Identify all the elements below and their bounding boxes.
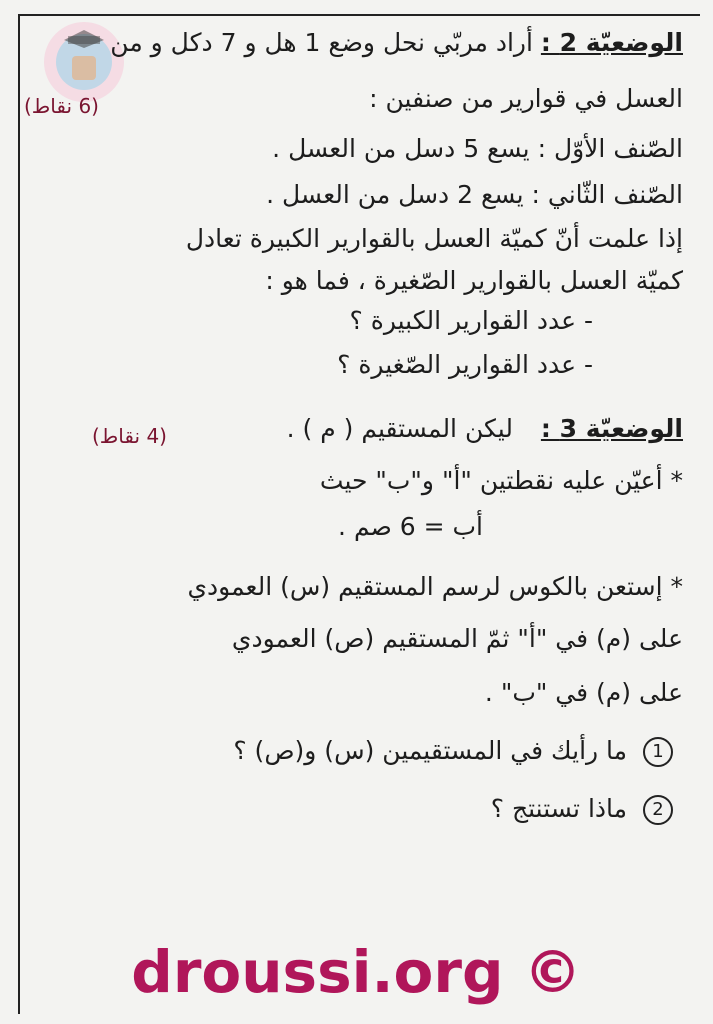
situation3-line1: * أعيّن عليه نقطتين "أ" و"ب" حيث — [319, 466, 683, 495]
situation2-intro: أراد مربّي نحل وضع 1 هل و 7 دكل و من — [110, 28, 533, 57]
question2-text: ماذا تستنتج ؟ — [490, 794, 628, 823]
situation2-line1: العسل في قوارير من صنفين : — [369, 84, 683, 113]
situation2-line3: الصّنف الثّاني : يسع 2 دسل من العسل . — [266, 180, 683, 209]
situation3-line5: على (م) في "ب" . — [484, 678, 683, 707]
situation2-points: (6 نقاط) — [24, 94, 99, 118]
situation3-question2 — [30, 794, 673, 825]
situation2-line4: إذا علمت أنّ كميّة العسل بالقوارير الكبيرة تعادل — [185, 224, 683, 253]
situation3-intro: ليكن المستقيم ( م ) . — [286, 414, 513, 443]
situation3-title: الوضعيّة 3 : — [540, 414, 683, 443]
question1-text: ما رأيك في المستقيمين (س) و(ص) ؟ — [233, 736, 628, 765]
situation3-points: (4 نقاط) — [92, 424, 167, 448]
situation2-header — [30, 28, 683, 57]
situation2-question2: - عدد القوارير الصّغيرة ؟ — [337, 350, 593, 379]
situation2-question1: - عدد القوارير الكبيرة ؟ — [349, 306, 593, 335]
question1-number: 1 — [643, 737, 673, 767]
droussi-watermark: droussi.org © — [131, 938, 582, 1006]
situation2-line5: كميّة العسل بالقوارير الصّغيرة ، فما هو : — [265, 266, 683, 295]
situation3-line4: على (م) في "أ" ثمّ المستقيم (ص) العمودي — [231, 624, 683, 653]
situation3-line2: أب = 6 صم . — [338, 512, 483, 541]
question2-number: 2 — [643, 795, 673, 825]
situation3-question1 — [30, 736, 673, 767]
situation2-line2: الصّنف الأوّل : يسع 5 دسل من العسل . — [272, 134, 683, 163]
situation3-line3: * إستعن بالكوس لرسم المستقيم (س) العمودي — [187, 572, 683, 601]
situation2-title: الوضعيّة 2 : — [540, 28, 683, 57]
